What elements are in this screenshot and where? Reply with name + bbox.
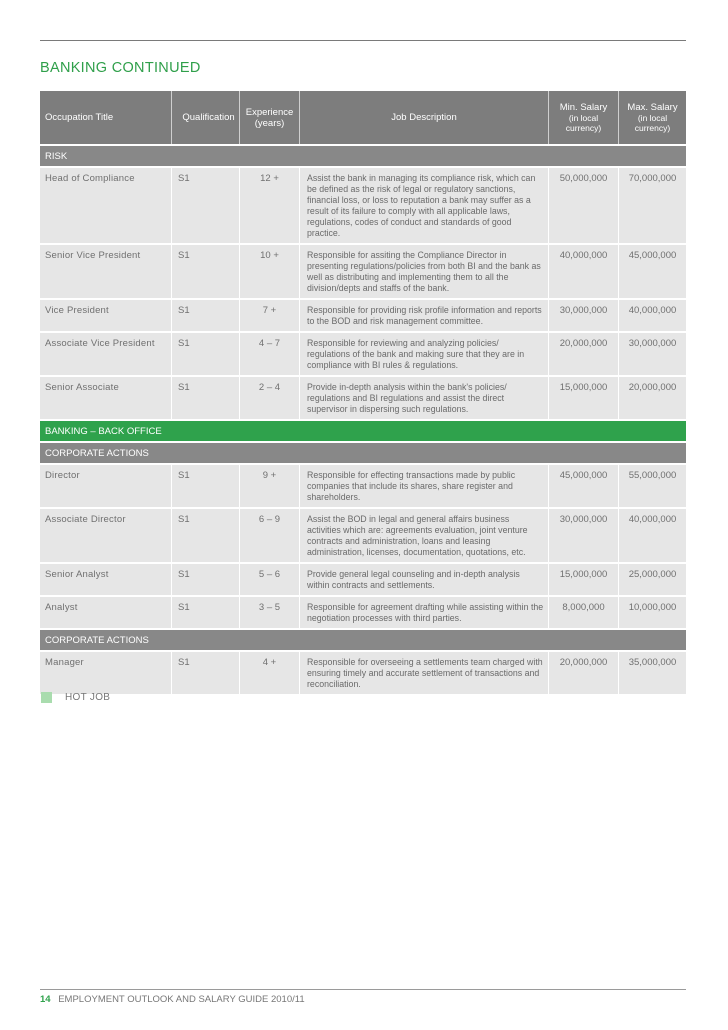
cell-experience: 12 + bbox=[240, 168, 300, 243]
cell-experience: 4 – 7 bbox=[240, 333, 300, 375]
cell-qualification: S1 bbox=[172, 509, 240, 562]
cell-max-salary: 35,000,000 bbox=[628, 657, 677, 668]
footer-text: EMPLOYMENT OUTLOOK AND SALARY GUIDE 2010/11 bbox=[58, 994, 305, 1005]
cell-min-salary: 30,000,000 bbox=[549, 509, 619, 562]
cell-occupation-title: Senior Analyst bbox=[40, 564, 172, 595]
cell-min-salary: 15,000,000 bbox=[549, 377, 619, 419]
cell-min-salary: 45,000,000 bbox=[549, 465, 619, 507]
table-row bbox=[40, 564, 686, 597]
cell-qualification: S1 bbox=[172, 652, 240, 694]
cell-experience: 9 + bbox=[240, 465, 300, 507]
cell-max-salary: 25,000,000 bbox=[628, 569, 677, 580]
header-experience-unit: (years) bbox=[254, 117, 285, 129]
cell-min-salary: 50,000,000 bbox=[549, 168, 619, 243]
cell-min-salary: 20,000,000 bbox=[549, 652, 619, 694]
table-row bbox=[40, 333, 686, 377]
header-min-salary-label: Min. Salary bbox=[559, 102, 608, 113]
section-risk: RISK bbox=[40, 146, 686, 168]
table-row bbox=[40, 300, 686, 333]
table-header bbox=[40, 91, 686, 144]
cell-job-description: Responsible for agreement drafting while assisting within the negotiation processes with third parties. bbox=[300, 597, 549, 628]
table-row bbox=[40, 168, 686, 245]
cell-qualification: S1 bbox=[172, 465, 240, 507]
cell-min-salary: 20,000,000 bbox=[549, 333, 619, 375]
cell-max-salary: 70,000,000 bbox=[628, 173, 677, 184]
cell-qualification: S1 bbox=[172, 168, 240, 243]
legend bbox=[41, 692, 110, 703]
cell-min-salary: 40,000,000 bbox=[549, 245, 619, 298]
header-min-salary-unit-2: currency) bbox=[565, 123, 602, 133]
cell-job-description: Assist the bank in managing its compliance risk, which can be defined as the risk of legal or regulatory sanctions, financial loss, or loss to reputation a bank may suffer as a result of its failure to comply with all applicable laws, regulations, codes of conduct and standards of good practice. bbox=[300, 168, 549, 243]
header-occupation-title: Occupation Title bbox=[40, 91, 172, 144]
table-row bbox=[40, 377, 686, 421]
header-min-salary bbox=[549, 91, 619, 144]
table-row bbox=[40, 509, 686, 564]
cell-qualification: S1 bbox=[172, 597, 240, 628]
cell-experience: 7 + bbox=[240, 300, 300, 331]
corporate-rows-2 bbox=[40, 652, 686, 696]
header-experience bbox=[240, 91, 300, 144]
cell-qualification: S1 bbox=[172, 564, 240, 595]
salary-table bbox=[40, 91, 686, 696]
header-max-salary-unit-1: (in local bbox=[637, 113, 668, 123]
cell-qualification: S1 bbox=[172, 377, 240, 419]
table-row bbox=[40, 465, 686, 509]
hot-job-swatch bbox=[41, 692, 52, 703]
cell-qualification: S1 bbox=[172, 333, 240, 375]
cell-occupation-title: Senior Vice President bbox=[40, 245, 172, 298]
cell-occupation-title: Head of Compliance bbox=[40, 168, 172, 243]
cell-job-description: Responsible for providing risk profile information and reports to the BOD and risk management committee. bbox=[300, 300, 549, 331]
table-row bbox=[40, 652, 686, 696]
footer bbox=[40, 994, 305, 1005]
top-rule bbox=[40, 40, 686, 41]
section-corporate-actions-2: CORPORATE ACTIONS bbox=[40, 630, 686, 652]
cell-min-salary: 8,000,000 bbox=[549, 597, 619, 628]
cell-occupation-title: Manager bbox=[40, 652, 172, 694]
cell-experience: 6 – 9 bbox=[240, 509, 300, 562]
section-title: BANKING CONTINUED bbox=[40, 60, 201, 76]
cell-occupation-title: Senior Associate bbox=[40, 377, 172, 419]
table-row bbox=[40, 597, 686, 630]
cell-max-salary: 40,000,000 bbox=[628, 305, 677, 316]
cell-max-salary: 20,000,000 bbox=[628, 382, 677, 393]
table-row bbox=[40, 245, 686, 300]
cell-job-description: Responsible for assiting the Compliance Director in presenting regulations/policies from both BI and the bank as well as distributing and implementing them to all the division/depts and staffs of the bank. bbox=[300, 245, 549, 298]
cell-job-description: Responsible for reviewing and analyzing policies/ regulations of the bank and making sure that they are in compliance with BI rules & regulations. bbox=[300, 333, 549, 375]
cell-min-salary: 30,000,000 bbox=[549, 300, 619, 331]
cell-experience: 5 – 6 bbox=[240, 564, 300, 595]
header-min-salary-unit-1: (in local bbox=[568, 113, 599, 123]
cell-occupation-title: Associate Director bbox=[40, 509, 172, 562]
section-corporate-actions-1: CORPORATE ACTIONS bbox=[40, 443, 686, 465]
cell-qualification: S1 bbox=[172, 300, 240, 331]
cell-max-salary: 55,000,000 bbox=[628, 470, 677, 481]
cell-job-description: Responsible for overseeing a settlements team charged with ensuring timely and accurate settlement of transactions and reconciliation. bbox=[300, 652, 549, 694]
page-number: 14 bbox=[40, 994, 51, 1005]
cell-occupation-title: Vice President bbox=[40, 300, 172, 331]
legend-label: HOT JOB bbox=[65, 692, 111, 703]
section-banking-back-office: BANKING – BACK OFFICE bbox=[40, 421, 686, 443]
cell-max-salary: 45,000,000 bbox=[628, 250, 677, 261]
cell-max-salary: 30,000,000 bbox=[628, 338, 677, 349]
cell-job-description: Assist the BOD in legal and general affairs business activities which are: agreements evaluation, joint venture contracts and administration, loans and leasing administration, licenses, documentation, quotations, etc. bbox=[300, 509, 549, 562]
cell-max-salary: 10,000,000 bbox=[628, 602, 677, 613]
risk-rows bbox=[40, 168, 686, 421]
cell-job-description: Provide general legal counseling and in-depth analysis within contracts and settlements. bbox=[300, 564, 549, 595]
cell-experience: 10 + bbox=[240, 245, 300, 298]
cell-job-description: Responsible for effecting transactions made by public companies that include its shares, share register and shareholders. bbox=[300, 465, 549, 507]
header-max-salary bbox=[619, 91, 686, 144]
cell-experience: 2 – 4 bbox=[240, 377, 300, 419]
cell-min-salary: 15,000,000 bbox=[549, 564, 619, 595]
corporate-rows-1 bbox=[40, 465, 686, 630]
cell-qualification: S1 bbox=[172, 245, 240, 298]
cell-max-salary: 40,000,000 bbox=[628, 514, 677, 525]
bottom-rule bbox=[40, 989, 686, 990]
cell-occupation-title: Analyst bbox=[40, 597, 172, 628]
header-max-salary-unit-2: currency) bbox=[634, 123, 671, 133]
cell-job-description: Provide in-depth analysis within the bank's policies/ regulations and BI regulations and assist the direct supervisor in dispersing such regulations. bbox=[300, 377, 549, 419]
cell-occupation-title: Associate Vice President bbox=[40, 333, 172, 375]
header-job-description: Job Description bbox=[300, 91, 549, 144]
header-experience-label: Experience bbox=[245, 106, 294, 118]
cell-experience: 4 + bbox=[240, 652, 300, 694]
header-max-salary-label: Max. Salary bbox=[627, 102, 678, 113]
header-qualification: Qualification bbox=[172, 91, 240, 144]
cell-experience: 3 – 5 bbox=[240, 597, 300, 628]
cell-occupation-title: Director bbox=[40, 465, 172, 507]
